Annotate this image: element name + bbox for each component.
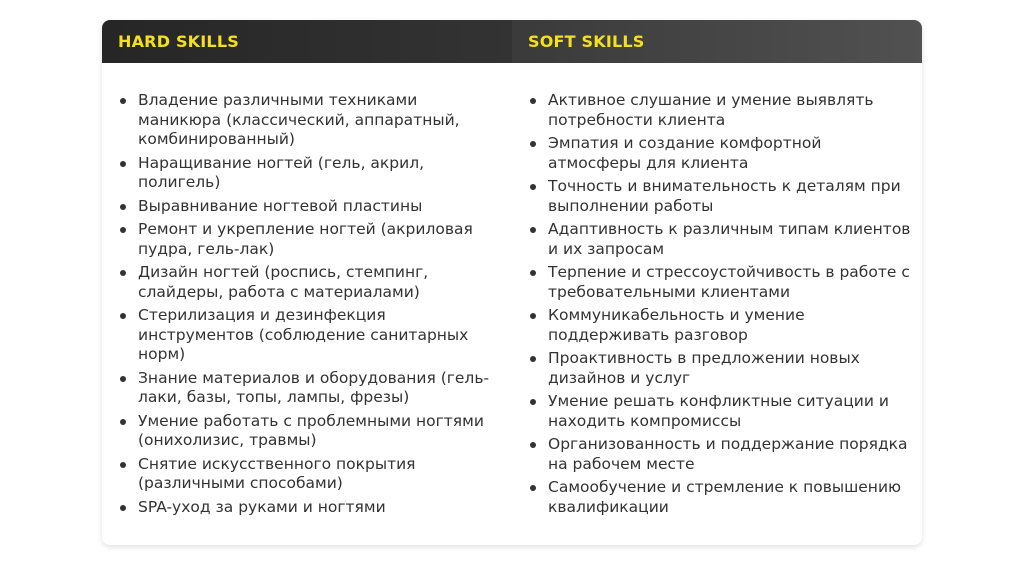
soft-skill-item: Терпение и стрессоустойчивость в работе с требовательными клиентами bbox=[548, 263, 914, 302]
soft-skills-column bbox=[512, 91, 922, 521]
soft-skills-header: SOFT SKILLS bbox=[512, 20, 922, 63]
hard-skills-header: HARD SKILLS bbox=[118, 32, 239, 51]
soft-skill-item: Коммуникабельность и умение поддерживать разговор bbox=[548, 306, 914, 345]
soft-skill-item: Адаптивность к различным типам клиентов и их запросам bbox=[548, 220, 914, 259]
skills-table bbox=[102, 20, 922, 545]
soft-skill-item: Проактивность в предложении новых дизайнов и услуг bbox=[548, 349, 914, 388]
hard-skills-list bbox=[102, 91, 512, 517]
hard-skill-item: Снятие искусственного покрытия (различными способами) bbox=[138, 455, 504, 494]
hard-skill-item: Выравнивание ногтевой пластины bbox=[138, 197, 504, 217]
table-body bbox=[102, 63, 922, 521]
soft-skill-item: Организованность и поддержание порядка на рабочем месте bbox=[548, 435, 914, 474]
hard-skill-item: Наращивание ногтей (гель, акрил, полигель) bbox=[138, 154, 504, 193]
hard-skill-item: Дизайн ногтей (роспись, стемпинг, слайдеры, работа с материалами) bbox=[138, 263, 504, 302]
table-header bbox=[102, 20, 922, 63]
hard-skill-item: Ремонт и укрепление ногтей (акриловая пудра, гель-лак) bbox=[138, 220, 504, 259]
soft-skill-item: Активное слушание и умение выявлять потребности клиента bbox=[548, 91, 914, 130]
hard-skill-item: Умение работать с проблемными ногтями (онихолизис, травмы) bbox=[138, 412, 504, 451]
hard-skill-item: Стерилизация и дезинфекция инструментов (соблюдение санитарных норм) bbox=[138, 306, 504, 365]
soft-skill-item: Точность и внимательность к деталям при выполнении работы bbox=[548, 177, 914, 216]
soft-skill-item: Умение решать конфликтные ситуации и находить компромиссы bbox=[548, 392, 914, 431]
hard-skill-item: Владение различными техниками маникюра (классический, аппаратный, комбинированный) bbox=[138, 91, 504, 150]
hard-skill-item: SPA-уход за руками и ногтями bbox=[138, 498, 504, 518]
soft-skills-list bbox=[512, 91, 922, 517]
hard-skills-column bbox=[102, 91, 512, 521]
hard-skill-item: Знание материалов и оборудования (гель-лаки, базы, топы, лампы, фрезы) bbox=[138, 369, 504, 408]
soft-skill-item: Эмпатия и создание комфортной атмосферы для клиента bbox=[548, 134, 914, 173]
soft-skill-item: Самообучение и стремление к повышению квалификации bbox=[548, 478, 914, 517]
